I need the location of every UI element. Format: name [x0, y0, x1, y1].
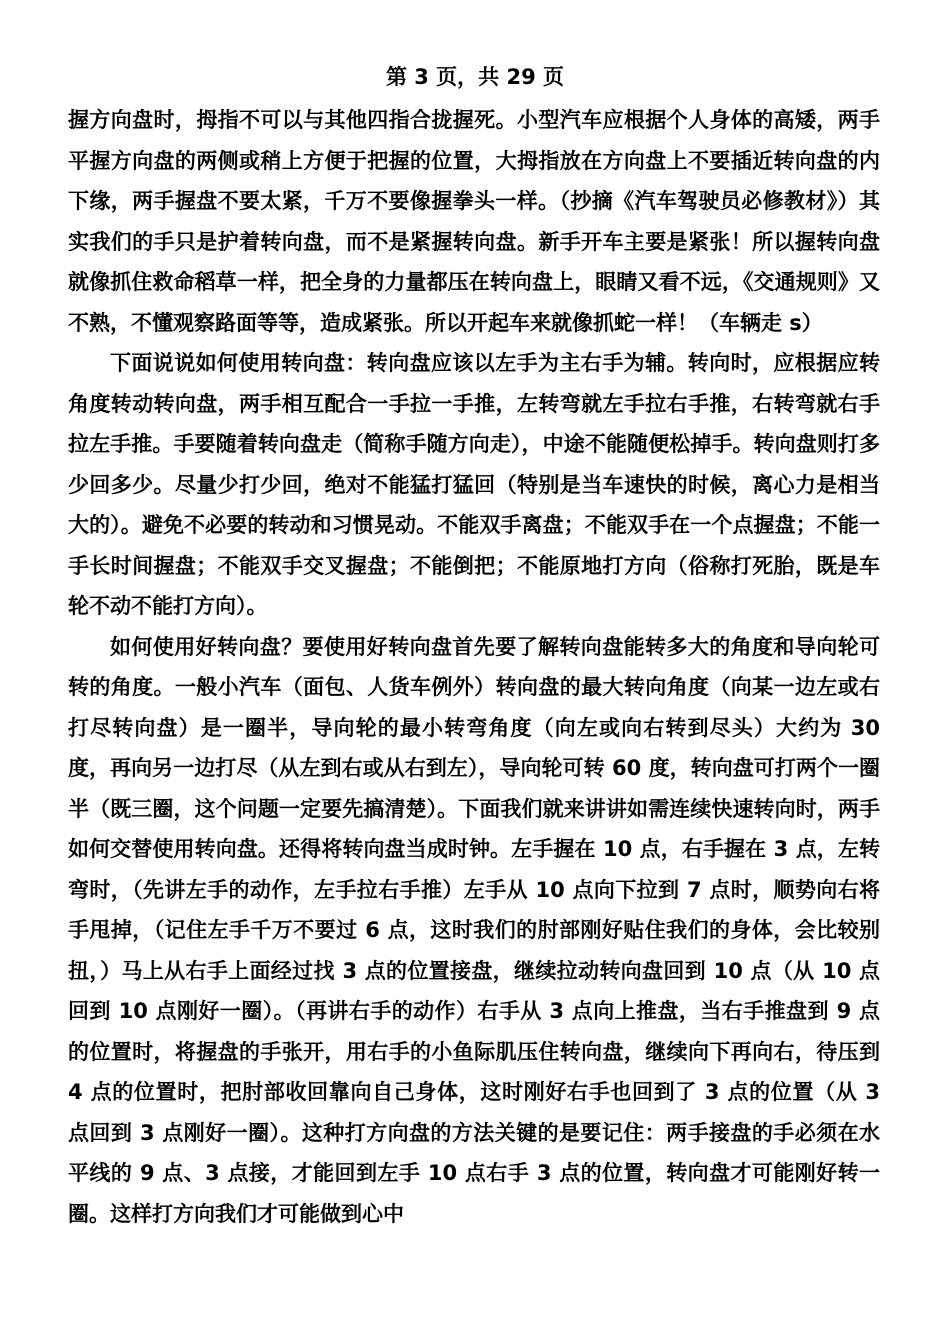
paragraph-steering-technique: 如何使用好转向盘？要使用好转向盘首先要了解转向盘能转多大的角度和导向轮可转的角度。一般小汽车（面包、人货车例外）转向盘的最大转向角度（向某一边左或右打尽转向盘）是一圈半，导向轮的最小转弯角度（向左或向右转到尽头）大约为 30 度，再向另一边打尽（从左到右或从右到左），导向轮可转 60 度，转向盘可打两个一圈半（既三圈，这个问题一定要先搞清楚）。下面我们就来讲讲如需连续快速转向时，两手如何交替使用转向盘。还得将转向盘当成时钟。左手握在 10 点，右手握在 3 点，左转弯时，（先讲左手的动作，左手拉右手推）左手从 10 点向下拉到 7 点时，顺势向右将手甩掉，（记住左手千万不要过 6 点，这时我们的肘部刚好贴住我们的身体，会比较别扭，）马上从右手上面经过找 3 点的位置接盘，继续拉动转向盘回到 10 点（从 10 点回到 10 点刚好一圈）。（再讲右手的动作）右手从 3 点向上推盘，当右手推盘到 9 点的位置时，将握盘的手张开，用右手的小鱼际肌压住转向盘，继续向下再向右，待压到 4 点的位置时，把肘部收回靠向自己身体，这时刚好右手也回到了 3 点的位置（从 3 点回到 3 点刚好一圈）。这种打方向盘的方法关键的是要记住：两手接盘的手必须在水平线的 9 点、3 点接，才能回到左手 10 点右手 3 点的位置，转向盘才可能刚好转一圈。这样打方向我们才可能做到心中 [68, 634, 880, 1226]
paragraph-steering-usage: 下面说说如何使用转向盘：转向盘应该以左手为主右手为辅。转向时，应根据应转角度转动转向盘，两手相互配合一手拉一手推，左转弯就左手拉右手推，右转弯就右手拉左手推。手要随着转向盘走（简称手随方向走），中途不能随便松掉手。转向盘则打多少回多少。尽量少打少回，绝对不能猛打猛回（特别是当车速快的时候，离心力是相当大的）。避免不必要的转动和习惯晃动。不能双手离盘；不能双手在一个点握盘；不能一手长时间握盘；不能双手交叉握盘；不能倒把；不能原地打方向（俗称打死胎，既是车轮不动不能打方向）。 [68, 351, 880, 618]
paragraph-steering-grip: 握方向盘时，拇指不可以与其他四指合拢握死。小型汽车应根据个人身体的高矮，两手平握方向盘的两侧或稍上方便于把握的位置，大拇指放在方向盘上不要插近转向盘的内下缘，两手握盘不要太紧，千万不要像握拳头一样。（抄摘《汽车驾驶员必修教材》）其实我们的手只是护着转向盘，而不是紧握转向盘。新手开车主要是紧张！所以握转向盘就像抓住救命稻草一样，把全身的力量都压在转向盘上，眼睛又看不远，《交通规则》又不熟，不懂观察路面等等，造成紧张。所以开起车来就像抓蛇一样！（车辆走 s） [68, 108, 880, 335]
document-body [68, 100, 880, 1234]
page-indicator: 第 3 页，共 29 页 [385, 65, 565, 89]
